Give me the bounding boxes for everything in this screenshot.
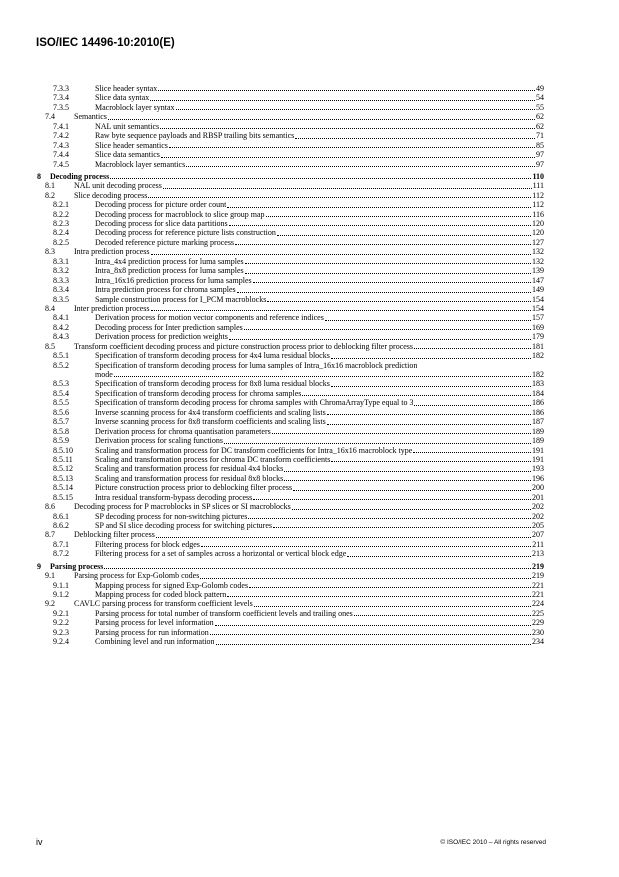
toc-dot-leader: [325, 319, 531, 321]
toc-entry[interactable]: [37, 361, 544, 370]
toc-entry-number: 7.4.5: [53, 159, 69, 169]
toc-entry-title: Combining level and run information: [95, 637, 215, 647]
toc-dot-leader: [156, 536, 531, 538]
toc-entry[interactable]: [37, 590, 544, 599]
toc-entry-page: 169: [532, 322, 544, 332]
toc-entry[interactable]: [37, 342, 544, 351]
toc-entry[interactable]: [37, 313, 544, 322]
toc-dot-leader: [104, 567, 531, 569]
toc-entry-number: 8.5.8: [53, 426, 69, 436]
toc-entry-page: 186: [532, 407, 544, 417]
toc-entry[interactable]: [37, 379, 544, 388]
toc-entry-title: CAVLC parsing process for transform coefficient levels: [74, 599, 253, 609]
toc-dot-leader: [331, 357, 531, 359]
toc-entry-number: 8.5.1: [53, 351, 69, 361]
toc-entry-title: Inter prediction process: [74, 303, 150, 313]
toc-entry-number: 8.5.11: [53, 454, 73, 464]
toc-entry-number: 7.3.5: [53, 102, 69, 112]
toc-entry-number: 8.5.7: [53, 417, 69, 427]
toc-entry[interactable]: [37, 131, 544, 140]
toc-entry[interactable]: [37, 200, 544, 209]
toc-dot-leader: [327, 423, 531, 425]
toc-dot-leader: [169, 146, 535, 148]
toc-dot-leader: [331, 385, 531, 387]
toc-entry[interactable]: [37, 455, 544, 464]
toc-dot-leader: [150, 99, 535, 101]
toc-entry-page: 221: [532, 589, 544, 599]
toc-dot-leader: [295, 137, 535, 139]
toc-entry[interactable]: [37, 493, 544, 502]
toc-entry[interactable]: [37, 370, 544, 379]
toc-entry[interactable]: [37, 295, 544, 304]
toc-entry[interactable]: [37, 521, 544, 530]
toc-entry-title: SP and SI slice decoding process for switching pictures: [95, 521, 273, 531]
toc-entry-page: 157: [532, 313, 544, 323]
toc-entry-page: 54: [536, 93, 544, 103]
toc-dot-leader: [176, 108, 535, 110]
toc-entry-number: 8.5.15: [53, 492, 73, 502]
toc-entry-number: 8.7.1: [53, 539, 69, 549]
toc-entry[interactable]: [37, 417, 544, 426]
toc-entry-title: Parsing process for level information: [95, 618, 214, 628]
toc-dot-leader: [110, 177, 531, 179]
toc-dot-leader: [413, 451, 531, 453]
table-of-contents: [37, 84, 544, 647]
toc-entry-page: 139: [532, 266, 544, 276]
toc-entry-page: 191: [532, 445, 544, 455]
toc-entry-page: 55: [536, 102, 544, 112]
toc-entry-page: 202: [532, 511, 544, 521]
toc-entry-number: 8.5.9: [53, 436, 69, 446]
toc-entry-number: 8.6: [45, 502, 55, 512]
toc-dot-leader: [160, 127, 535, 129]
toc-entry-title: Intra_4x4 prediction process for luma samples: [95, 256, 244, 266]
toc-entry-number: 7.3.3: [53, 84, 69, 93]
toc-entry[interactable]: [37, 141, 544, 150]
toc-entry-number: 8.2.3: [53, 219, 69, 229]
toc-entry-page: 230: [532, 627, 544, 637]
toc-entry-page: 112: [532, 200, 544, 210]
toc-dot-leader: [227, 595, 531, 597]
toc-dot-leader: [237, 291, 531, 293]
toc-entry[interactable]: [37, 530, 544, 539]
toc-entry[interactable]: [37, 285, 544, 294]
toc-entry[interactable]: [37, 474, 544, 483]
toc-entry[interactable]: [37, 238, 544, 247]
toc-dot-leader: [272, 432, 531, 434]
toc-entry-number: 9.2.3: [53, 627, 69, 637]
toc-entry[interactable]: [37, 637, 544, 646]
toc-entry[interactable]: [37, 304, 544, 313]
toc-entry[interactable]: [37, 112, 544, 121]
toc-entry-title: Derivation process for motion vector components and reference indices: [95, 313, 324, 323]
toc-entry-page: 149: [532, 285, 544, 295]
toc-dot-leader: [248, 517, 531, 519]
toc-dot-leader: [254, 605, 531, 607]
toc-entry-page: 184: [532, 388, 544, 398]
toc-entry-page: 202: [532, 502, 544, 512]
toc-entry-title: Parsing process for Exp-Golomb codes: [74, 571, 200, 581]
toc-entry-number: 8.5.5: [53, 398, 69, 408]
toc-entry[interactable]: [37, 172, 544, 181]
toc-dot-leader: [224, 442, 531, 444]
toc-dot-leader: [414, 347, 531, 349]
toc-dot-leader: [292, 508, 531, 510]
toc-entry-number: 9.2.4: [53, 637, 69, 647]
toc-entry-number: 8.3: [45, 247, 55, 257]
toc-entry-page: 179: [532, 332, 544, 342]
toc-entry-number: 7.4.1: [53, 121, 69, 131]
toc-dot-leader: [253, 498, 531, 500]
toc-entry-title: Inverse scanning process for 4x4 transform coefficients and scaling lists: [95, 407, 326, 417]
toc-dot-leader: [210, 633, 531, 635]
toc-entry-title: Specification of transform decoding process for chroma samples with ChromaArrayType equal to 3: [95, 398, 414, 408]
toc-entry-title: Intra_8x8 prediction process for luma samples: [95, 266, 244, 276]
toc-entry[interactable]: [37, 103, 544, 112]
toc-entry-title: Deblocking filter process: [74, 530, 155, 540]
toc-dot-leader: [229, 224, 531, 226]
toc-entry-page: 71: [536, 131, 544, 141]
toc-entry-number: 8.7.2: [53, 549, 69, 559]
toc-entry-title: Decoding process for Inter prediction samples: [95, 322, 243, 332]
toc-entry-page: 49: [536, 84, 544, 93]
toc-entry-number: 8.4.2: [53, 322, 69, 332]
toc-entry[interactable]: [37, 464, 544, 473]
toc-entry-title: Slice data semantics: [95, 150, 160, 160]
toc-entry-number: 8.5.12: [53, 464, 73, 474]
toc-entry-number: 8.2.2: [53, 209, 69, 219]
toc-entry-title: Slice header semantics: [95, 140, 168, 150]
toc-entry[interactable]: [37, 540, 544, 549]
toc-dot-leader: [201, 545, 531, 547]
toc-entry[interactable]: [37, 581, 544, 590]
toc-entry-title: Macroblock layer syntax: [95, 102, 175, 112]
toc-entry-title: Slice data syntax: [95, 93, 150, 103]
toc-entry[interactable]: [37, 599, 544, 608]
toc-dot-leader: [227, 206, 531, 208]
toc-entry-page: 120: [532, 219, 544, 229]
toc-entry-page: 132: [532, 256, 544, 266]
toc-entry-number: 8.3.3: [53, 275, 69, 285]
toc-entry[interactable]: [37, 150, 544, 159]
toc-entry-title: Specification of transform decoding process for chroma samples: [95, 388, 302, 398]
toc-entry-page: 225: [532, 608, 544, 618]
toc-dot-leader: [158, 89, 535, 91]
toc-dot-leader: [354, 614, 531, 616]
page-number: iv: [36, 837, 43, 847]
toc-dot-leader: [235, 243, 531, 245]
toc-entry-number: 8.3.1: [53, 256, 69, 266]
toc-entry-page: 127: [532, 237, 544, 247]
toc-entry-number: 8.6.2: [53, 521, 69, 531]
toc-dot-leader: [273, 526, 531, 528]
toc-dot-leader: [148, 196, 531, 198]
toc-entry-page: 229: [532, 618, 544, 628]
toc-entry-page: 191: [532, 454, 544, 464]
toc-entry[interactable]: [37, 228, 544, 237]
toc-entry-number: 8.3.2: [53, 266, 69, 276]
toc-entry[interactable]: [37, 247, 544, 256]
toc-entry-page: 189: [532, 426, 544, 436]
toc-entry[interactable]: [37, 93, 544, 102]
toc-entry-number: 9.1.2: [53, 589, 69, 599]
toc-entry[interactable]: [37, 502, 544, 511]
toc-entry-page: 219: [532, 561, 544, 571]
toc-entry-page: 120: [532, 228, 544, 238]
toc-entry-title: mode: [95, 370, 113, 380]
toc-entry-title: Derivation process for scaling functions: [95, 436, 223, 446]
toc-entry-page: 187: [532, 417, 544, 427]
toc-entry-page: 213: [532, 549, 544, 559]
toc-entry[interactable]: [37, 84, 544, 93]
toc-entry-page: 182: [532, 370, 544, 380]
toc-entry-title: Specification of transform decoding process for luma samples of Intra_16x16 macroblock prediction: [95, 360, 418, 370]
toc-entry[interactable]: [37, 398, 544, 407]
toc-dot-leader: [245, 272, 531, 274]
toc-entry-number: 8.5.4: [53, 388, 69, 398]
toc-dot-leader: [249, 586, 531, 588]
toc-entry-number: 9.1.1: [53, 580, 69, 590]
toc-entry[interactable]: [37, 628, 544, 637]
toc-entry-page: 154: [532, 294, 544, 304]
toc-dot-leader: [216, 643, 531, 645]
toc-entry-number: 8.2.5: [53, 237, 69, 247]
toc-entry-page: 200: [532, 483, 544, 493]
toc-entry-page: 147: [532, 275, 544, 285]
toc-entry-title: Decoding process: [50, 171, 110, 181]
toc-entry[interactable]: [37, 549, 544, 558]
toc-entry[interactable]: [37, 210, 544, 219]
toc-entry-title: Filtering process for block edges: [95, 539, 200, 549]
toc-dot-leader: [284, 479, 531, 481]
toc-dot-leader: [284, 470, 531, 472]
toc-entry[interactable]: [37, 512, 544, 521]
toc-entry-page: 219: [532, 571, 544, 581]
toc-entry-number: 8.5.2: [53, 360, 69, 370]
toc-entry[interactable]: [37, 389, 544, 398]
toc-entry[interactable]: [37, 122, 544, 131]
toc-entry-title: Derivation process for prediction weights: [95, 332, 228, 342]
toc-entry-page: 110: [532, 171, 544, 181]
toc-entry-number: 8.5.13: [53, 473, 73, 483]
toc-entry-page: 97: [536, 159, 544, 169]
toc-entry-page: 205: [532, 521, 544, 531]
toc-entry-number: 8.4.3: [53, 332, 69, 342]
toc-entry-title: Scaling and transformation process for residual 8x8 blocks: [95, 473, 284, 483]
toc-entry-number: 7.4.2: [53, 131, 69, 141]
toc-entry-title: Scaling and transformation process for chroma DC transform coefficients: [95, 454, 331, 464]
toc-entry-number: 8.2: [45, 190, 55, 200]
toc-dot-leader: [277, 234, 531, 236]
toc-entry-number: 7.4.4: [53, 150, 69, 160]
toc-entry[interactable]: [37, 181, 544, 190]
toc-entry[interactable]: [37, 276, 544, 285]
toc-entry[interactable]: [37, 257, 544, 266]
toc-entry-page: 193: [532, 464, 544, 474]
toc-entry-title: Decoded reference picture marking process: [95, 237, 235, 247]
toc-entry-page: 154: [532, 303, 544, 313]
toc-entry-number: 8.7: [45, 530, 55, 540]
toc-entry-number: 7.4: [45, 112, 55, 122]
toc-dot-leader: [186, 165, 535, 167]
toc-entry-page: 201: [532, 492, 544, 502]
toc-entry[interactable]: [37, 351, 544, 360]
toc-entry-page: 207: [532, 530, 544, 540]
toc-entry-title: Parsing process for run information: [95, 627, 209, 637]
toc-entry-title: Filtering process for a set of samples across a horizontal or vertical block edge: [95, 549, 347, 559]
toc-entry-page: 221: [532, 580, 544, 590]
toc-entry-page: 85: [536, 140, 544, 150]
toc-entry-page: 111: [532, 181, 544, 191]
toc-entry-number: 9.2: [45, 599, 55, 609]
toc-dot-leader: [151, 253, 531, 255]
toc-dot-leader: [293, 489, 531, 491]
toc-entry[interactable]: [37, 191, 544, 200]
toc-entry-number: 8.5: [45, 341, 55, 351]
toc-entry-page: 181: [532, 341, 544, 351]
toc-entry-title: Decoding process for P macroblocks in SP slices or SI macroblocks: [74, 502, 291, 512]
toc-dot-leader: [414, 404, 531, 406]
toc-entry-title: Picture construction process prior to deblocking filter process: [95, 483, 293, 493]
toc-entry-page: 62: [536, 112, 544, 122]
toc-dot-leader: [244, 328, 531, 330]
toc-entry-page: 211: [532, 539, 544, 549]
toc-entry-number: 9.1: [45, 571, 55, 581]
toc-entry-title: Decoding process for macroblock to slice group map: [95, 209, 265, 219]
toc-entry-title: NAL unit semantics: [95, 121, 160, 131]
toc-entry-title: Slice decoding process: [74, 190, 148, 200]
toc-dot-leader: [229, 338, 531, 340]
toc-entry[interactable]: [37, 427, 544, 436]
toc-dot-leader: [245, 262, 531, 264]
toc-entry-title: Transform coefficient decoding process and picture construction process prior to deblocking filter process: [74, 341, 414, 351]
toc-entry-page: 196: [532, 473, 544, 483]
toc-entry-number: 7.4.3: [53, 140, 69, 150]
toc-entry-number: 8.6.1: [53, 511, 69, 521]
toc-entry-number: 8.5.3: [53, 379, 69, 389]
toc-entry[interactable]: [37, 483, 544, 492]
toc-dot-leader: [151, 309, 531, 311]
toc-entry-number: 8.3.4: [53, 285, 69, 295]
toc-entry[interactable]: [37, 332, 544, 341]
toc-entry-title: Scaling and transformation process for DC transform coefficients for Intra_16x16 macroblock type: [95, 445, 413, 455]
toc-entry-page: 132: [532, 247, 544, 257]
document-header-id: ISO/IEC 14496-10:2010(E): [36, 37, 175, 49]
toc-entry-title: Intra residual transform-bypass decoding process: [95, 492, 253, 502]
toc-entry-page: 183: [532, 379, 544, 389]
toc-entry-title: Raw byte sequence payloads and RBSP trailing bits semantics: [95, 131, 295, 141]
toc-dot-leader: [253, 281, 531, 283]
toc-dot-leader: [215, 624, 531, 626]
toc-entry-number: 8.4.1: [53, 313, 69, 323]
toc-dot-leader: [108, 118, 535, 120]
toc-entry-number: 9: [37, 561, 41, 571]
toc-entry-title: Semantics: [74, 112, 107, 122]
toc-entry-page: 116: [532, 209, 544, 219]
toc-entry[interactable]: [37, 160, 544, 169]
toc-entry-title: Macroblock layer semantics: [95, 159, 186, 169]
toc-entry-title: Specification of transform decoding process for 8x8 luma residual blocks: [95, 379, 330, 389]
toc-dot-leader: [267, 300, 531, 302]
toc-entry-page: 62: [536, 121, 544, 131]
toc-dot-leader: [327, 413, 531, 415]
toc-dot-leader: [331, 460, 531, 462]
toc-entry-title: Scaling and transformation process for residual 4x4 blocks: [95, 464, 284, 474]
toc-entry-page: 182: [532, 351, 544, 361]
toc-entry-number: 8.4: [45, 303, 55, 313]
toc-entry-page: 97: [536, 150, 544, 160]
toc-entry-title: Decoding process for slice data partitions: [95, 219, 228, 229]
toc-entry-title: Parsing process for total number of transform coefficient levels and trailing ones: [95, 608, 353, 618]
toc-entry[interactable]: [37, 571, 544, 580]
toc-dot-leader: [163, 187, 532, 189]
toc-entry[interactable]: [37, 562, 544, 571]
toc-entry-title: Decoding process for picture order count: [95, 200, 227, 210]
toc-entry[interactable]: [37, 408, 544, 417]
toc-entry[interactable]: [37, 266, 544, 275]
toc-entry-number: 8.5.6: [53, 407, 69, 417]
toc-entry-number: 8.2.1: [53, 200, 69, 210]
toc-entry-title: Sample construction process for I_PCM macroblocks: [95, 294, 267, 304]
toc-entry-number: 8.5.10: [53, 445, 73, 455]
toc-entry-page: 186: [532, 398, 544, 408]
toc-entry-number: 9.2.1: [53, 608, 69, 618]
toc-dot-leader: [266, 215, 532, 217]
toc-entry-page: 112: [532, 190, 544, 200]
toc-entry-title: Intra prediction process for chroma samples: [95, 285, 236, 295]
toc-entry-number: 8: [37, 171, 41, 181]
toc-entry-number: 8.1: [45, 181, 55, 191]
toc-entry-title: Mapping process for signed Exp-Golomb codes: [95, 580, 249, 590]
toc-entry-title: Intra_16x16 prediction process for luma samples: [95, 275, 252, 285]
toc-entry-page: 224: [532, 599, 544, 609]
toc-entry-number: 8.5.14: [53, 483, 73, 493]
toc-entry-title: Decoding process for reference picture lists construction: [95, 228, 276, 238]
toc-entry-title: Specification of transform decoding process for 4x4 luma residual blocks: [95, 351, 330, 361]
toc-entry-title: SP decoding process for non-switching pictures: [95, 511, 248, 521]
toc-entry[interactable]: [37, 618, 544, 627]
toc-entry[interactable]: [37, 436, 544, 445]
toc-entry-title: Derivation process for chroma quantisation parameters: [95, 426, 271, 436]
toc-dot-leader: [347, 555, 531, 557]
toc-entry[interactable]: [37, 219, 544, 228]
toc-dot-leader: [161, 156, 535, 158]
toc-entry-title: Mapping process for coded block pattern: [95, 589, 227, 599]
toc-dot-leader: [114, 375, 531, 377]
copyright-notice: © ISO/IEC 2010 – All rights reserved: [440, 839, 546, 846]
toc-dot-leader: [302, 394, 531, 396]
toc-entry-page: 189: [532, 436, 544, 446]
toc-entry-title: NAL unit decoding process: [74, 181, 162, 191]
toc-entry[interactable]: [37, 609, 544, 618]
toc-entry-page: 234: [532, 637, 544, 647]
toc-entry-title: Parsing process: [50, 561, 104, 571]
toc-dot-leader: [200, 577, 531, 579]
toc-entry[interactable]: [37, 446, 544, 455]
toc-entry-title: Inverse scanning process for 8x8 transform coefficients and scaling lists: [95, 417, 326, 427]
toc-entry-number: 9.2.2: [53, 618, 69, 628]
toc-entry-number: 7.3.4: [53, 93, 69, 103]
toc-entry-number: 8.2.4: [53, 228, 69, 238]
toc-entry-title: Slice header syntax: [95, 84, 158, 93]
toc-entry[interactable]: [37, 323, 544, 332]
toc-entry-title: Intra prediction process: [74, 247, 150, 257]
toc-entry-number: 8.3.5: [53, 294, 69, 304]
